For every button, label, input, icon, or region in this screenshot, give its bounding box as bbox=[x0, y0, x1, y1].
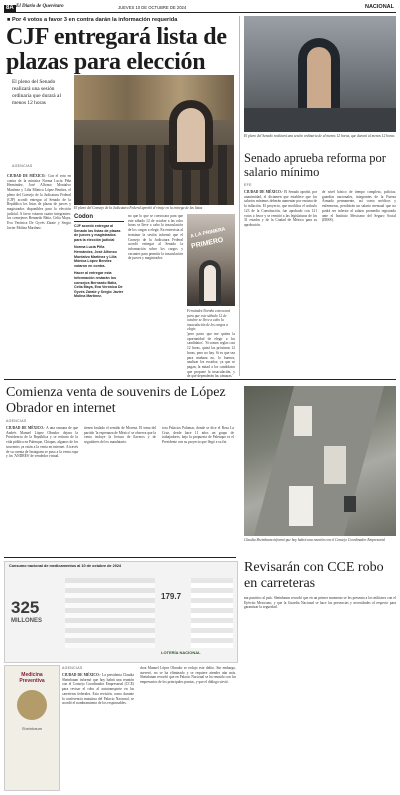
lead-photo-2 bbox=[187, 214, 235, 306]
robo-body-left: CIUDAD DE MÉXICO.- La presidenta Claudia Sheinbaum informó que hoy habrá una reunión con el Consejo Coordinador Empresarial (CCE) para revisar el robo al autotransporte en las carreteras federales. Esta revisión, como durante la conferencia matutina del Palacio Nacional, se acordó el nombramiento de los responsables. bbox=[62, 673, 134, 706]
section-label: NACIONAL bbox=[364, 4, 394, 10]
souvenir-body-left: CIUDAD DE MÉXICO.- A una semana de que Andrés Manuel López Obrador dejara la Presidencia de la República y se retirara de la vida pública en Palenque, Chiapas, algunos de los souvenirs ya están a la venta en internet. A través de su cuenta de Instagram se puso a la venta ropa y los 'ANDRÉS' de vendedor virtual. bbox=[6, 426, 78, 459]
lead-body-mid: no que lo que se convocara para que este sábado 12 de octubre a las ocho horas se lleve a cabo la insaculación de los cargos a elegir. En entrevista al terminar la sesión informó que el Consejo de la Judicatura Federal acordó entregar al Senado la información sobre los cargos y vacantes para permitir la insaculación de jueces y magistrados. bbox=[128, 214, 183, 261]
edition-date: JUEVES 10 DE OCTUBRE DE 2024 bbox=[118, 5, 187, 10]
lead-photo-2-caption: Fernández Noroña convocará para que este sábado 12 de octubre se lleve a cabo la insaculación de los cargos a elegir. bbox=[187, 309, 231, 331]
highway-photo bbox=[244, 386, 396, 536]
robo-body-right: ma punitivo al país. Sheinbaum recordó que en un primer momento se les presenta a los militares con el Ejército Mexicano, y que la Guardia Nacional se hace las presencias y necesidades al respecto para garantizar la seguridad. bbox=[244, 596, 396, 610]
road bbox=[254, 386, 384, 536]
codon-item: CJF acordó entregar al Senado los listas de plazas de jueces y magistrados para la elección judicial bbox=[74, 224, 121, 242]
photo-desk bbox=[244, 108, 396, 132]
salary-headline: Senado aprueba reforma por salario mínimo bbox=[244, 151, 386, 179]
codon-title: Codon bbox=[74, 214, 124, 222]
car-1 bbox=[344, 496, 356, 512]
column-divider bbox=[239, 16, 240, 376]
highway-photo-caption: Claudia Sheinbaum informó que hoy habrá una reunión con el Consejo Coordinador Empresarial bbox=[244, 538, 386, 542]
robo-headline: Revisarán con CCE robo en carreteras bbox=[244, 560, 384, 591]
souvenir-body-right: tora Palacios Palomar, donde se dice el Rosa La Cruz, desde hace 11 años un grupo de trabajadores, bajo la propuesta de Palenque es el Presidente con su proyecto que llegó a su fin. bbox=[162, 426, 234, 445]
lead-headline: CJF entregará lista de plazas para elección bbox=[6, 24, 227, 75]
infographic-footer: LOTERÍA NACIONAL bbox=[161, 650, 201, 655]
section-rule bbox=[4, 379, 396, 380]
codon-item: Hacer al entregar esta información restarán los consejos Bernardo Bátiz, Celia Maya, Eva Verónica De Gyvés Zárate y Sergio Javier Molina Martínez. bbox=[74, 271, 124, 299]
truck-3 bbox=[289, 486, 313, 526]
infographic-unit: MILLONES bbox=[11, 618, 42, 624]
infographic-mid-number: 179.7 bbox=[161, 592, 182, 601]
page-number: 8A bbox=[6, 5, 14, 11]
lead-body-left: CIUDAD DE MÉXICO.- Con el voto en contra de la ministra Norma Lucía Piña Hernández, José Alfonso Montalvo Martínez y Lilia Mónica López Benítez, el pleno del Consejo de la Judicatura Federal (CJF) acordó entregar al Senado de la República los listas de plazas de jueces y magistrados disponibles para la elección judicial. A favor votaron cuatro integrantes: los consejeros Bernardo Bátiz, Celia Maya, Eva Verónica De Gyvés Zárate y Sergio Javier Molina Martínez. bbox=[7, 174, 71, 230]
kicker-bullet-icon: ■ bbox=[7, 17, 12, 23]
robo-body-mid: dora Manuel López Obrador se redujo este delito. Sin embargo, aseveró, no se ha eliminado y se requiere atender aún más. Sheinbaum recordó que en Palacio Nacional se ha reunido con los empresarios de los principales puntos, y que el diálogo sirvió. bbox=[140, 666, 236, 685]
souvenir-headline: Comienza venta de souvenirs de López Obrador en internet bbox=[6, 385, 226, 416]
salary-photo bbox=[244, 16, 396, 132]
section-rule-2 bbox=[4, 557, 236, 558]
souvenir-byline: AGENCIAS bbox=[6, 419, 27, 423]
truck-1 bbox=[294, 406, 312, 436]
infographic-title: Consumo nacional de medicamentos al 10 de octubre de 2024 bbox=[9, 564, 122, 568]
truck-2 bbox=[324, 446, 346, 484]
infographic-table-right bbox=[191, 578, 233, 648]
kicker: ■ Por 4 votos a favor 3 en contra darán la información requerida bbox=[7, 17, 178, 23]
ad-box bbox=[4, 665, 60, 791]
ad-graphic bbox=[17, 690, 47, 720]
banner-text: A LA PRIMERA bbox=[189, 226, 226, 240]
lead-photo-caption: El pleno del Consejo de la Judicatura Federal aprobó el viraje en la entrega de las listas bbox=[74, 206, 203, 210]
salary-photo-caption: El pleno del Senado realizará una sesión ordinaria de al menos 12 horas, que durará al menos 12 horas bbox=[244, 134, 395, 138]
photo-person bbox=[169, 100, 213, 170]
ad-line-2: Preventiva bbox=[19, 678, 45, 684]
lead-deck: El pleno del Senado realizará una sesión ordinaria que durará al menos 12 horas bbox=[12, 79, 61, 106]
salary-byline: EFE bbox=[244, 183, 252, 187]
infographic bbox=[4, 561, 238, 663]
infographic-big-number: 325 bbox=[11, 598, 40, 617]
codon-box bbox=[74, 214, 124, 356]
header-rule bbox=[4, 12, 396, 13]
souvenir-body-mid: tienen brulado el sentido de Morena. El tema del partido 'la esperanza de México' se observa que la venta incluye la lectura de llaveros y de seguidores del ex mandatario. bbox=[84, 426, 156, 445]
lead-byline: AGENCIAS bbox=[12, 164, 33, 168]
masthead-brand: El Diario de Querétaro bbox=[16, 4, 64, 9]
salary-body-right: de nivel básico de tiempo completo, policías, guardias nacionales, integrantes de la Fuerza Armada permanente, así como médicos y enfermeras, percibirán un salario mensual que no podrá ser inferior al salario promedio registrado ante el Instituto Mexicano del Seguro Social (IMSS). bbox=[322, 190, 396, 223]
ad-line-3: Sheinbaum bbox=[21, 726, 43, 731]
infographic-table bbox=[65, 578, 155, 648]
lead-body-right: 'pero pacto que me quiten la oportunidad de elegir a los candidatos'. 'Si somos reglas casi 12 horas, quizá las próximas 12 horas, pero no hay. Si es que sea para mañana no, lo buenos, analizar los escaños; ya que se pagan, la mitad a los candidatos que propone la insaculación, y de qué dependerán las cámaras.' bbox=[187, 332, 235, 379]
robo-byline: AGENCIAS bbox=[62, 666, 83, 670]
salary-body-left: CIUDAD DE MÉXICO.- El Senado aprobó, por unanimidad, el dictamen que establece que los salarios mínimos deberán aumentar por encima de la inflación. El proyecto, que modifica el artículo 123 de la Constitución, fue aprobado con 121 votos a favor y se remitió a las legislaturas de los 31 estados y de la Ciudad de México para su aprobación. bbox=[244, 190, 318, 227]
codon-item: Norma Lucía Piña Hernández, José Alfonso Montalvo Martínez y Lilia Mónica López Benítez votaron en contra. bbox=[74, 245, 117, 268]
photo-person-2 bbox=[199, 260, 221, 306]
banner-text-big: PRIMERO bbox=[190, 236, 225, 251]
lead-photo bbox=[74, 75, 234, 205]
ad-line-1: Medicina bbox=[21, 672, 43, 678]
